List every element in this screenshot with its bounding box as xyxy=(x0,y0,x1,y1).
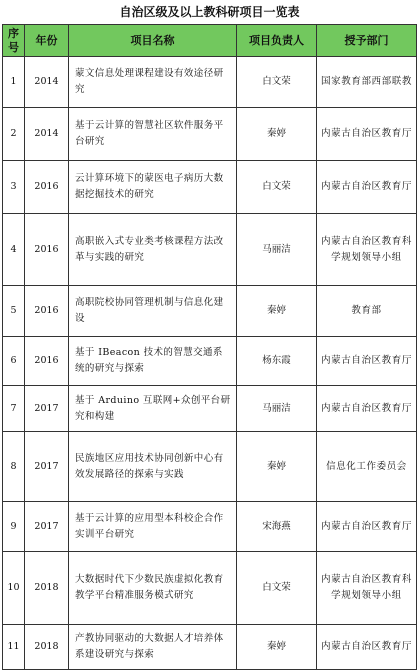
cell-year: 2018 xyxy=(25,625,69,670)
cell-dept: 内蒙古自治区教育厅 xyxy=(317,337,417,386)
page-title: 自治区级及以上教科研项目一览表 xyxy=(119,5,300,19)
cell-dept: 内蒙古自治区教育科学规划领导小组 xyxy=(317,552,417,625)
cell-year: 2017 xyxy=(25,386,69,432)
cell-no: 4 xyxy=(3,214,25,286)
cell-dept: 内蒙古自治区教育厅 xyxy=(317,161,417,214)
cell-year: 2016 xyxy=(25,214,69,286)
cell-year: 2018 xyxy=(25,552,69,625)
table-body xyxy=(3,57,417,670)
header-dept: 授予部门 xyxy=(317,25,417,57)
cell-lead: 白文荣 xyxy=(237,161,317,214)
cell-project-name: 基于 IBeacon 技术的智慧交通系统的研究与探索 xyxy=(69,337,237,386)
table-row xyxy=(3,57,417,108)
cell-project-name: 基于云计算的应用型本科校企合作实训平台研究 xyxy=(69,502,237,552)
header-no: 序号 xyxy=(3,25,25,57)
cell-no: 1 xyxy=(3,57,25,108)
cell-dept: 内蒙古自治区教育厅 xyxy=(317,386,417,432)
cell-dept: 内蒙古自治区教育科学规划领导小组 xyxy=(317,214,417,286)
table-row xyxy=(3,625,417,670)
cell-no: 6 xyxy=(3,337,25,386)
cell-no: 10 xyxy=(3,552,25,625)
header-lead: 项目负责人 xyxy=(237,25,317,57)
header-name: 项目名称 xyxy=(69,25,237,57)
table-row xyxy=(3,386,417,432)
cell-project-name: 基于云计算的智慧社区软件服务平台研究 xyxy=(69,108,237,161)
table-row xyxy=(3,552,417,625)
cell-project-name: 基于 Arduino 互联网+众创平台研究和构建 xyxy=(69,386,237,432)
cell-project-name: 蒙文信息处理课程建设有效途径研究 xyxy=(69,57,237,108)
cell-project-name: 产教协同驱动的大数据人才培养体系建设研究与探索 xyxy=(69,625,237,670)
cell-lead: 宋海燕 xyxy=(237,502,317,552)
cell-year: 2017 xyxy=(25,502,69,552)
cell-no: 8 xyxy=(3,432,25,502)
cell-no: 5 xyxy=(3,286,25,337)
cell-project-name: 云计算环境下的蒙医电子病历大数据挖掘技术的研究 xyxy=(69,161,237,214)
cell-lead: 秦婷 xyxy=(237,625,317,670)
cell-project-name: 大数据时代下少数民族虚拟化教育教学平台精准服务模式研究 xyxy=(69,552,237,625)
table-row xyxy=(3,161,417,214)
cell-lead: 白文荣 xyxy=(237,552,317,625)
cell-lead: 马丽洁 xyxy=(237,214,317,286)
cell-dept: 信息化工作委员会 xyxy=(317,432,417,502)
cell-dept: 内蒙古自治区教育厅 xyxy=(317,502,417,552)
cell-lead: 秦婷 xyxy=(237,432,317,502)
cell-year: 2016 xyxy=(25,337,69,386)
cell-lead: 秦婷 xyxy=(237,108,317,161)
header-year: 年份 xyxy=(25,25,69,57)
cell-lead: 秦婷 xyxy=(237,286,317,337)
cell-year: 2017 xyxy=(25,432,69,502)
cell-dept: 国家教育部西部联教 xyxy=(317,57,417,108)
cell-no: 9 xyxy=(3,502,25,552)
cell-year: 2016 xyxy=(25,286,69,337)
cell-project-name: 民族地区应用技术协同创新中心有效发展路径的探索与实践 xyxy=(69,432,237,502)
cell-no: 7 xyxy=(3,386,25,432)
cell-dept: 内蒙古自治区教育厅 xyxy=(317,108,417,161)
cell-lead: 马丽洁 xyxy=(237,386,317,432)
project-table xyxy=(2,24,417,670)
cell-year: 2016 xyxy=(25,161,69,214)
cell-project-name: 高职院校协同管理机制与信息化建设 xyxy=(69,286,237,337)
table-row xyxy=(3,214,417,286)
cell-no: 3 xyxy=(3,161,25,214)
cell-dept: 内蒙古自治区教育厅 xyxy=(317,625,417,670)
table-row xyxy=(3,108,417,161)
table-header-row xyxy=(3,25,417,57)
cell-year: 2014 xyxy=(25,57,69,108)
cell-lead: 白文荣 xyxy=(237,57,317,108)
table-row xyxy=(3,286,417,337)
cell-no: 2 xyxy=(3,108,25,161)
cell-no: 11 xyxy=(3,625,25,670)
cell-dept: 教育部 xyxy=(317,286,417,337)
cell-year: 2014 xyxy=(25,108,69,161)
table-row xyxy=(3,502,417,552)
table-row xyxy=(3,337,417,386)
cell-project-name: 高职嵌入式专业类考核课程方法改革与实践的研究 xyxy=(69,214,237,286)
table-row xyxy=(3,432,417,502)
cell-lead: 杨东霞 xyxy=(237,337,317,386)
